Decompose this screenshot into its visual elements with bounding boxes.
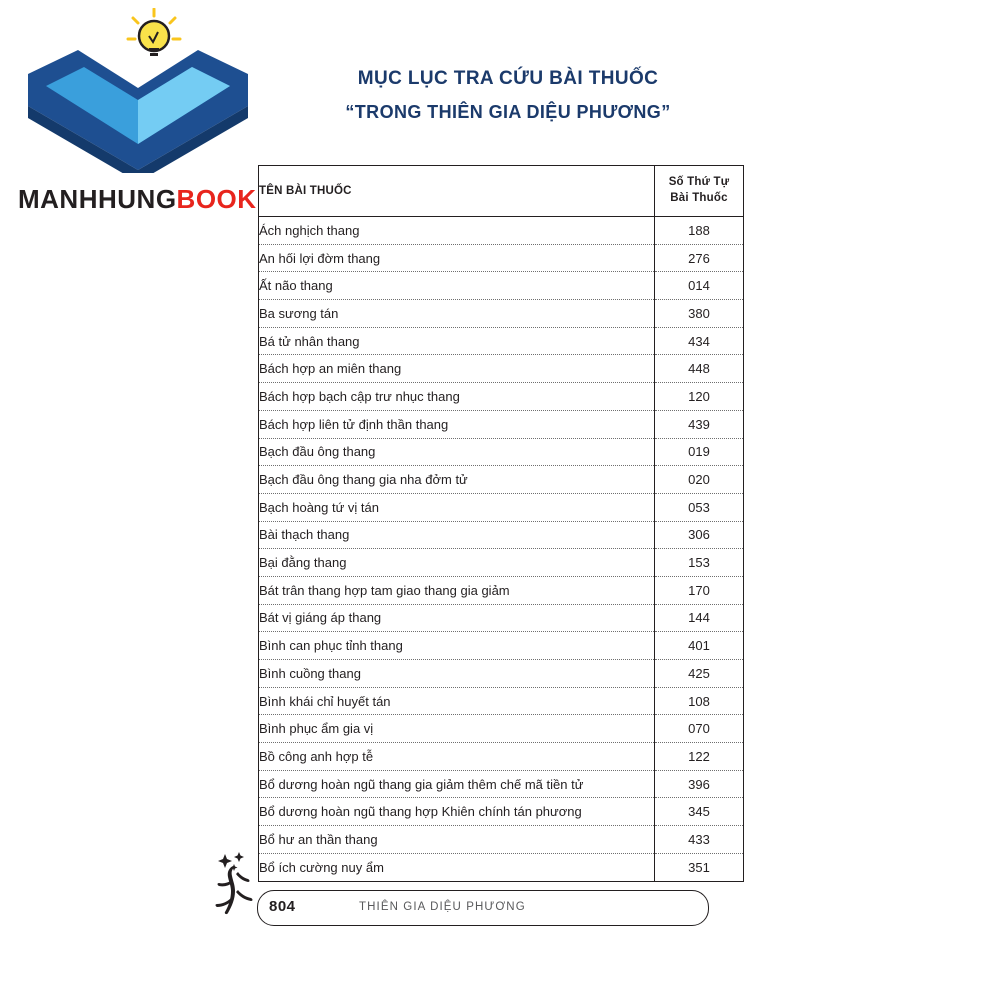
table-row — [259, 770, 744, 798]
recipe-name: Ất não thang — [259, 272, 655, 300]
footer-book-title: THIÊN GIA DIỆU PHƯƠNG — [359, 901, 526, 913]
title-line-1: MỤC LỤC TRA CỨU BÀI THUỐC — [357, 68, 659, 89]
table-row — [259, 438, 744, 466]
table-row — [259, 217, 744, 245]
brand-name-dark: MANHHUNG — [18, 184, 177, 214]
recipe-name: Bát trân thang hợp tam giao thang gia giảm — [259, 576, 655, 604]
recipe-number: 020 — [655, 466, 744, 494]
table-row — [259, 632, 744, 660]
recipe-number: 108 — [655, 687, 744, 715]
recipe-number: 019 — [655, 438, 744, 466]
recipe-name: Bách hợp bạch cập trư nhục thang — [259, 383, 655, 411]
recipe-name: Bá tử nhân thang — [259, 327, 655, 355]
ginseng-root-icon — [203, 850, 267, 928]
table-row — [259, 687, 744, 715]
table-row — [259, 466, 744, 494]
column-header-number-line2: Bài Thuốc — [670, 192, 728, 204]
recipe-name: Bổ hư an thần thang — [259, 826, 655, 854]
brand-name-red: BOOK — [176, 184, 257, 214]
table-row — [259, 300, 744, 328]
recipe-name: Bổ ích cường nuy ẩm — [259, 859, 384, 875]
table-row — [259, 604, 744, 632]
recipe-name: Bách hợp an miên thang — [259, 355, 655, 383]
recipe-name: Bạch đầu ông thang gia nha đởm tử — [259, 466, 655, 494]
table-row — [259, 826, 744, 854]
recipe-number: 433 — [655, 826, 744, 854]
recipe-number: 070 — [655, 715, 744, 743]
table-row — [259, 272, 744, 300]
recipe-name: Bổ dương hoàn ngũ thang hợp Khiên chính tán phương — [259, 798, 655, 826]
recipe-name: Bài thạch thang — [259, 521, 655, 549]
recipe-number: 276 — [655, 244, 744, 272]
table-row — [259, 798, 744, 826]
recipe-name: Ách nghịch thang — [259, 217, 655, 245]
recipe-number: 396 — [655, 770, 744, 798]
table-row — [259, 660, 744, 688]
table-row — [259, 327, 744, 355]
recipe-name: Bạch đầu ông thang — [259, 438, 655, 466]
recipe-name: Bổ dương hoàn ngũ thang gia giảm thêm chế mã tiền tử — [259, 770, 655, 798]
table-header-row — [259, 166, 744, 217]
recipe-number: 306 — [655, 521, 744, 549]
table-row — [259, 355, 744, 383]
table-row — [259, 244, 744, 272]
recipe-name: Bát vị giáng áp thang — [259, 604, 655, 632]
recipe-number: 425 — [655, 660, 744, 688]
title-line-2: “TRONG THIÊN GIA DIỆU PHƯƠNG” — [345, 102, 671, 122]
publisher-logo — [18, 6, 278, 221]
recipe-number: 053 — [655, 493, 744, 521]
recipe-number: 188 — [655, 217, 744, 245]
recipe-name: Bình cuồng thang — [259, 660, 655, 688]
recipe-number: 153 — [655, 549, 744, 577]
table-row — [259, 410, 744, 438]
recipe-number: 448 — [655, 355, 744, 383]
column-header-number-line1: Số Thứ Tự — [668, 176, 730, 189]
table-body — [259, 217, 744, 882]
brand-wordmark — [18, 184, 278, 215]
column-header-name: TÊN BÀI THUỐC — [259, 166, 655, 217]
recipe-name: Bồ công anh hợp tễ — [259, 743, 655, 771]
recipe-number: 345 — [655, 798, 744, 826]
table-row — [259, 549, 744, 577]
recipe-name: An hối lợi đờm thang — [259, 244, 655, 272]
recipe-number: 014 — [655, 272, 744, 300]
recipe-name: Bại đằng thang — [259, 549, 655, 577]
recipe-number: 120 — [655, 383, 744, 411]
recipe-number: 170 — [655, 576, 744, 604]
recipe-number: 439 — [655, 410, 744, 438]
toc-table — [258, 165, 744, 882]
table-row — [259, 493, 744, 521]
page-number: 804 — [269, 898, 296, 915]
recipe-number: 380 — [655, 300, 744, 328]
recipe-name: Ba sương tán — [259, 300, 655, 328]
page-title — [258, 68, 758, 123]
open-book-icon — [18, 48, 258, 173]
recipe-name: Bách hợp liên tử định thần thang — [259, 410, 655, 438]
table-row — [259, 715, 744, 743]
table-row — [259, 576, 744, 604]
table-row — [259, 743, 744, 771]
recipe-name: Bình can phục tỉnh thang — [259, 632, 655, 660]
recipe-number: 351 — [655, 853, 744, 881]
recipe-name: Bình khái chỉ huyết tán — [259, 687, 655, 715]
column-header-number — [655, 166, 744, 217]
recipe-number: 122 — [655, 743, 744, 771]
table-row — [259, 521, 744, 549]
recipe-name: Bình phục ẩm gia vị — [259, 715, 655, 743]
page-footer — [195, 862, 755, 942]
recipe-name: Bạch hoàng tứ vị tán — [259, 493, 655, 521]
recipe-number: 401 — [655, 632, 744, 660]
table-row — [259, 383, 744, 411]
recipe-number: 144 — [655, 604, 744, 632]
recipe-number: 434 — [655, 327, 744, 355]
